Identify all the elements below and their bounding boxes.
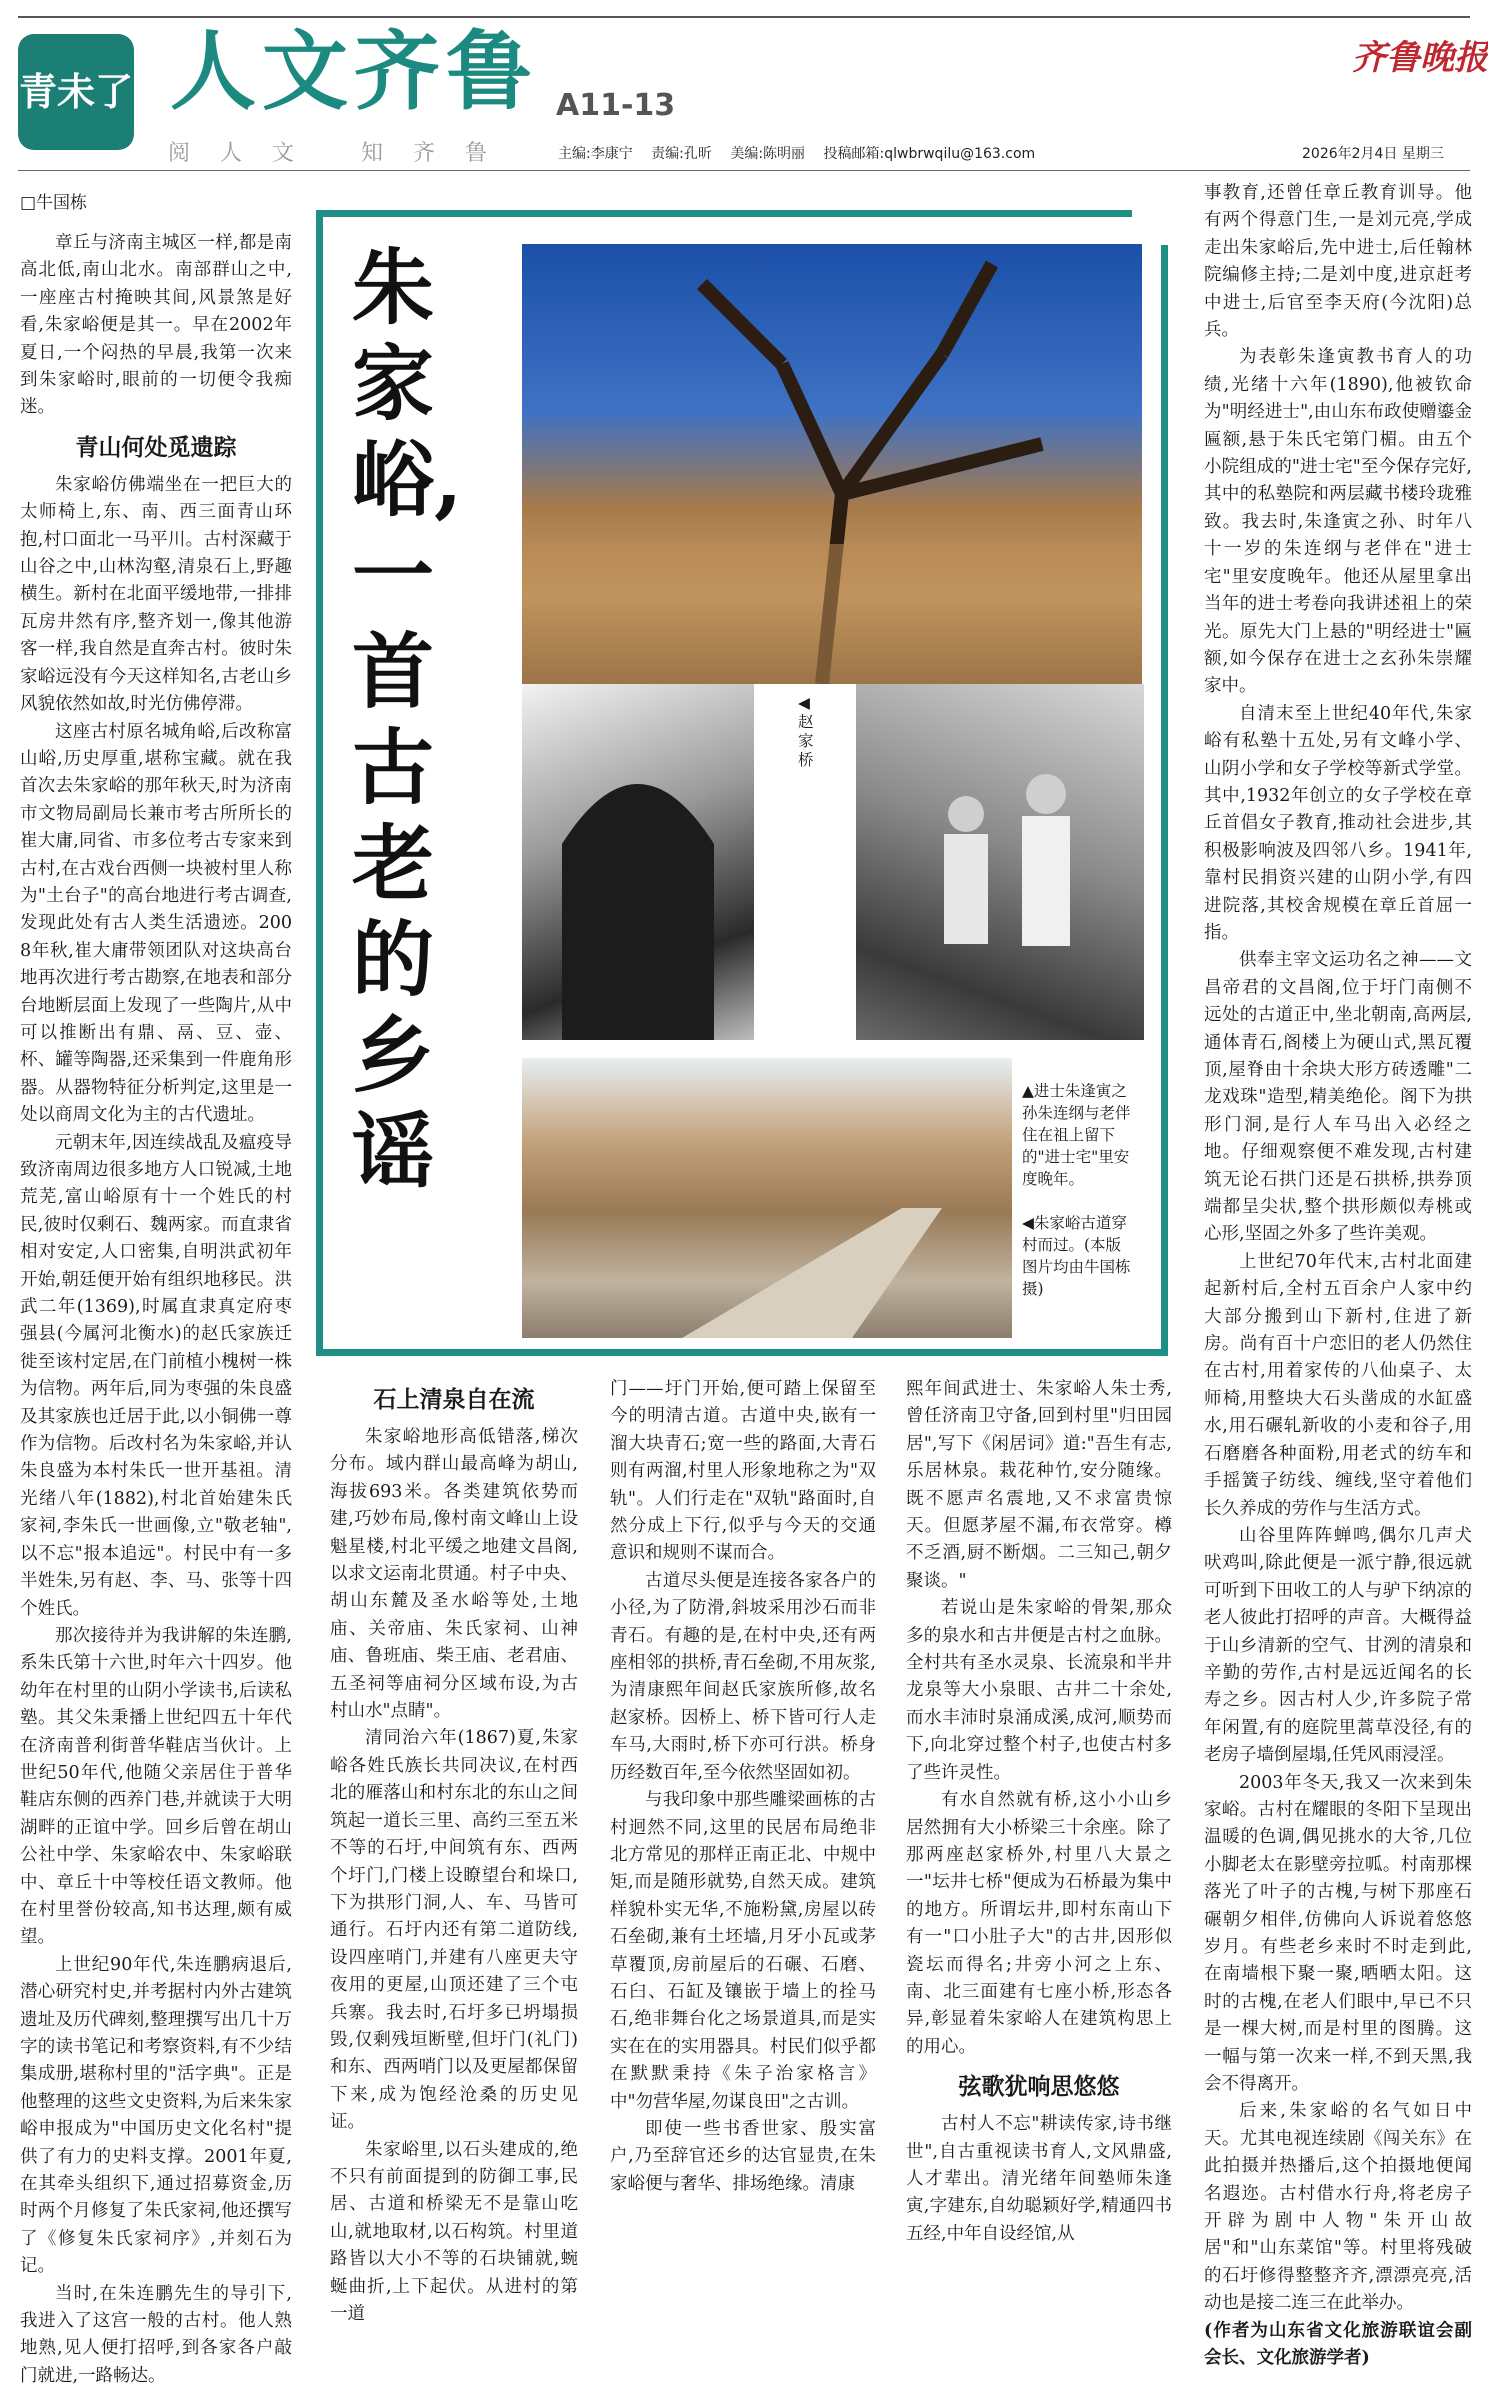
stone-road-icon xyxy=(522,1058,1012,1338)
paragraph: 朱家峪里,以石头建成的,绝不只有前面提到的防御工事,民居、古道和桥梁无不是靠山吃山,就地取材,以石构筑。村里道路皆以大小不等的石块铺就,蜿蜒曲折,上下起伏。从进村的第一道 xyxy=(330,2139,578,2324)
paragraph: 章丘与济南主城区一样,都是南高北低,南山北水。南部群山之中,一座座古村掩映其间,风景煞是好看,朱家峪便是其一。早在2002年夏日,一个闷热的早晨,我第一次来到朱家峪时,眼前的一切便令我痴迷。 xyxy=(20,233,292,418)
paragraph: 朱家峪仿佛端坐在一把巨大的太师椅上,东、南、西三面青山环抱,村口面北一马平川。古村深藏于山谷之中,山林沟壑,清泉石上,野趣横生。新村在北面平缓地带,一排排瓦房井然有序,整齐划一,像其他游客一样,我自然是直奔古村。彼时朱家峪远没有今天这样知名,古老山乡风貌依然如故,时光仿佛停滞。 xyxy=(20,474,292,715)
paragraph: 与我印象中那些雕梁画栋的古村迥然不同,这里的民居布局绝非北方常见的那样正南正北、中规中矩,而是随形就势,自然天成。建筑样貌朴实无华,不施粉黛,房屋以砖石垒砌,兼有土坯墙,月牙小瓦或茅草覆顶,房前屋后的石碾、石磨、石臼、石缸及镶嵌于墙上的拴马石,绝非舞台化之场景道具,而是实实在在的实用器具。村民们似乎都在默默秉持《朱子治家格言》中"勿营华屋,勿谋良田"之古训。 xyxy=(610,1790,876,2112)
section-slogan: 阅人文 知齐鲁 xyxy=(168,141,517,166)
paragraph: 古村人不忘"耕读传家,诗书继世",自古重视读书育人,文风鼎盛,人才辈出。清光绪年间塾师朱逢寅,字建东,自幼聪颖好学,精通四书五经,中年自设经馆,从 xyxy=(906,2114,1172,2244)
paragraph: 为表彰朱逢寅教书育人的功绩,光绪十六年(1890),他被钦命为"明经进士",由山东布政使赠鎏金匾额,悬于朱氏宅第门楣。由五个小院组成的"进士宅"至今保存完好,其中的私塾院和两层藏书楼玲珑雅致。我去时,朱逢寅之孙、时年八十一岁的朱连纲与老伴在"进士宅"里安度晚年。他还从屋里拿出当年的进士考卷向我讲述祖上的荣光。原先大门上悬的"明经进士"匾额,如今保存在进士之玄孙朱崇耀家中。 xyxy=(1204,347,1472,697)
paragraph: 上世纪70年代末,古村北面建起新村后,全村五百余户人家中约大部分搬到山下新村,住进了新房。尚有百十户恋旧的老人仍然住在古村,用着家传的八仙桌子、太师椅,用整块大石头凿成的水缸盛水,用石碾轧新收的小麦和谷子,用石磨磨各种面粉,用老式的纺车和手摇簧子纺线、缠线,坚守着他们长久养成的劳作与生活方式。 xyxy=(1204,1251,1472,1519)
paragraph: 这座古村原名城角峪,后改称富山峪,历史厚重,堪称宝藏。就在我首次去朱家峪的那年秋天,时为济南市文物局副局长兼市考古所所长的崔大庸,同省、市多位考古专家来到古村,在古戏台西侧一块被村里人称为"土台子"的高台地进行考古调查,发现此处有古人类生活遗迹。2008年秋,崔大庸带领团队对这块高台地再次进行考古勘察,在地表和部分台地断层面上发现了一些陶片,从中可以推断出有鼎、鬲、豆、壶、杯、罐等陶器,还采集到一件鹿角形器。从器物特征分析判定,这里是一处以商周文化为主的古代遗址。 xyxy=(20,721,292,1126)
paragraph: (作者为山东省文化旅游联谊会副会长、文化旅游学者) xyxy=(1204,2320,1472,2369)
caption-portrait: ▲进士朱逢寅之孙朱连纲与老伴住在祖上留下的"进士宅"里安度晚年。 xyxy=(1022,1082,1131,1188)
header-rule xyxy=(18,170,1470,171)
paragraph: 古道尽头便是连接各家各户的小径,为了防滑,斜坡采用沙石而非青石。有趣的是,在村中央,还有两座相邻的拱桥,青石垒砌,不用灰浆,为清康熙年间赵氏家族所修,故名赵家桥。因桥上、桥下皆可行人走车马,大雨时,桥下亦可行洪。桥身历经数百年,至今依然坚固如初。 xyxy=(610,1570,876,1783)
paragraph: 熙年间武进士、朱家峪人朱士秀,曾任济南卫守备,回到村里"归田园居",写下《闲居词》道:"吾生有志,乐居林泉。栽花种竹,安分随缘。既不愿声名震地,又不求富贵惊天。但愿茅屋不漏,布衣常穿。樽不乏酒,厨不断烟。二三知己,朝夕聚谈。" xyxy=(906,1379,1172,1591)
caption-bridge: ◀赵家桥 xyxy=(798,694,814,769)
article-column-3 xyxy=(610,1376,876,2198)
caption-road: ◀朱家峪古道穿村而过。(本版图片均由牛国栋摄) xyxy=(1022,1214,1131,1298)
paragraph: 门——圩门开始,便可踏上保留至今的明清古道。古道中央,嵌有一溜大块青石;宽一些的路面,大青石则有两溜,村里人形象地称之为"双轨"。人们行走在"双轨"路面时,自然分成上下行,似乎与今天的交通意识和规则不谋而合。 xyxy=(610,1379,876,1564)
subheading: 青山何处觅遗踪 xyxy=(75,433,237,461)
subheading: 弦歌犹响思悠悠 xyxy=(958,2073,1120,2101)
credit-email[interactable]: 投稿邮箱:qlwbrwqilu@163.com xyxy=(823,146,1036,162)
article-column-4 xyxy=(906,1376,1172,2248)
section-title: 人文齐鲁 xyxy=(170,21,538,122)
frame-notch xyxy=(1132,205,1172,245)
paragraph: 自清末至上世纪40年代,朱家峪有私塾十五处,另有文峰小学、山阴小学和女子学校等新式学堂。其中,1932年创立的女子学校在章丘首倡女子教育,推动社会进步,其积极影响波及四邻八乡。1941年,靠村民捐资兴建的山阴小学,有四进院落,其校舍规模在章丘首屈一指。 xyxy=(1204,703,1472,943)
paragraph: 朱家峪地形高低错落,梯次分布。域内群山最高峰为胡山,海拔693米。各类建筑依势而建,巧妙布局,像村南文峰山上设魁星楼,村北平缓之地建文昌阁,以求文运南北贯通。村子中央、胡山东麓及圣水峪等处,土地庙、关帝庙、朱氏家祠、山神庙、鲁班庙、柴王庙、老君庙、五圣祠等庙祠分区域布设,为古村山水"点睛"。 xyxy=(330,1427,578,1722)
people-icon xyxy=(856,684,1144,1040)
stone-arch-icon xyxy=(522,684,754,1040)
zhaojia-bridge-photo xyxy=(522,684,754,1040)
top-rule xyxy=(18,16,1470,18)
paragraph: 2003年冬天,我又一次来到朱家峪。古村在耀眼的冬阳下呈现出温暖的色调,偶见挑水的大爷,几位小脚老太在影壁旁拉呱。村南那棵落光了叶子的古槐,与树下那座石碾朝夕相伴,仿佛向人诉说着悠悠岁月。有些老乡来时不时走到此,在南墙根下聚一聚,晒晒太阳。这时的古槐,在老人们眼中,早已不只是一棵大树,而是村里的图腾。这一幅与第一次来一样,不到天黑,我会不得离开。 xyxy=(1204,1772,1472,2095)
village-tree-photo xyxy=(522,244,1142,684)
paragraph: 供奉主宰文运功名之神——文昌帝君的文昌阁,位于圩门南侧不远处的古道正中,坐北朝南,高两层,通体青石,阁楼上为硬山式,黑瓦覆顶,屋脊由十余块大形方砖透雕"二龙戏珠"造型,精美绝伦。阁下为拱形门洞,是行人车马出入必经之地。仔细观察便不难发现,古村建筑无论石拱门还是石拱桥,拱券顶端都呈尖状,整个拱形颇似寿桃或心形,坚固之外多了些许美观。 xyxy=(1204,950,1472,1245)
newspaper-logo: 齐鲁晚报 xyxy=(1352,38,1488,78)
ancient-road-photo xyxy=(522,1058,1012,1338)
author-line: □牛国栋 xyxy=(20,193,88,213)
paragraph: 那次接待并为我讲解的朱连鹏,系朱氏第十六世,时年六十四岁。他幼年在村里的山阴小学读书,后读私塾。其父朱秉播上世纪四五十年代在济南普利街普华鞋店当伙计。上世纪50年代,他随父亲居住于普华鞋店东侧的西养门巷,并就读于大明湖畔的正谊中学。回乡后曾在胡山公社中学、朱家峪农中、朱家峪联中、章丘十中等校任语文教师。他在村里誉份较高,知书达理,颇有威望。 xyxy=(20,1625,292,1948)
credit-chief-editor: 主编:李康宁 xyxy=(558,146,633,162)
issue-date: 2026年2月4日 星期三 xyxy=(1302,146,1444,162)
article-column-5 xyxy=(1204,180,1472,2373)
article-column-2 xyxy=(330,1374,578,2328)
editor-credits xyxy=(558,143,1049,163)
paragraph: 即使一些书香世家、殷实富户,乃至辞官还乡的达官显贵,在朱家峪便与奢华、排场绝缘。清康 xyxy=(610,2118,876,2194)
tree-silhouette-icon xyxy=(522,244,1142,684)
paragraph: 有水自然就有桥,这小小山乡居然拥有大小桥梁三十余座。除了那两座赵家桥外,村里八大景之一"坛井七桥"便成为石桥最为集中的地方。所谓坛井,即村东南山下有一"口小肚子大"的古井,因形似瓷坛而得名;井旁小河之上东、南、北三面建有七座小桥,形态各异,彰显着朱家峪人在建筑构思上的用心。 xyxy=(906,1790,1172,2057)
paragraph: 清同治六年(1867)夏,朱家峪各姓氏族长共同决议,在村西北的雁落山和村东北的东山之间筑起一道长三里、高约三至五米不等的石圩,中间筑有东、西两个圩门,门楼上设瞭望台和垛口,下为拱形门洞,人、车、马皆可通行。石圩内还有第二道防线,设四座哨门,并建有八座更夫守夜用的更屋,山顶还建了三个屯兵寨。我去时,石圩多已坍塌损毁,仅剩残垣断壁,但圩门(礼门)和东、西两哨门以及更屋都保留下来,成为饱经沧桑的历史见证。 xyxy=(330,1728,578,2133)
paragraph: 元朝末年,因连续战乱及瘟疫导致济南周边很多地方人口锐减,土地荒芜,富山峪原有十一个姓氏的村民,彼时仅剩石、魏两家。而直隶省相对安定,人口密集,自明洪武初年开始,朝廷便开始有组织地移民。洪武二年(1369),时属直隶真定府枣强县(今属河北衡水)的赵氏家族迁徙至该村定居,在门前植小槐树一株为信物。两年后,同为枣强的朱良盛及其家族也迁居于此,以小铜佛一尊作为信物。后改村名为朱家峪,并认朱良盛为本村朱氏一世开基祖。清光绪八年(1882),村北首始建朱氏家祠,李朱氏一世画像,立"敬老轴",以不忘"报本追远"。村民中有一多半姓朱,另有赵、李、马、张等十四个姓氏。 xyxy=(20,1132,292,1619)
section-logo: 青未了 xyxy=(18,34,134,150)
article-column-1 xyxy=(20,230,292,2390)
page-code: A11-13 xyxy=(556,88,676,123)
paragraph: 后来,朱家峪的名气如日中天。尤其电视连续剧《闯关东》在此拍摄并热播后,这个拍摄地便闻名遐迩。古村借水行舟,将老房子开辟为剧中人物"朱开山故居"和"山东菜馆"等。村里将残破的石圩修得整整齐齐,漂漂亮亮,活动也是接二连三在此举办。 xyxy=(1204,2101,1472,2314)
elderly-couple-photo xyxy=(856,684,1144,1040)
paragraph: 山谷里阵阵蝉鸣,偶尔几声犬吠鸡叫,除此便是一派宁静,很远就可听到下田收工的人与驴下纳凉的老人彼此打招呼的声音。大概得益于山乡清新的空气、甘洌的清泉和辛勤的劳作,古村是远近闻名的长寿之乡。因古村人少,许多院子常年闲置,有的庭院里蒿草没径,有的老房子墙倒屋塌,任凭风雨浸淫。 xyxy=(1204,1525,1472,1766)
paragraph: 上世纪90年代,朱连鹏病退后,潜心研究村史,并考据村内外古建筑遗址及历代碑刻,整理撰写出几十万字的读书笔记和考察资料,有不少结集成册,堪称村里的"活字典"。正是他整理的这些文史资料,为后来朱家峪申报成为"中国历史文化名村"提供了有力的史料支撑。2001年夏,在其牵头组织下,通过招募资金,历时两个月修复了朱氏家祠,他还撰写了《修复朱氏家祠序》,并刻石为记。 xyxy=(20,1954,292,2277)
credit-editor: 责编:孔昕 xyxy=(651,146,712,162)
credit-designer: 美编:陈明丽 xyxy=(730,146,806,162)
paragraph: 当时,在朱连鹏先生的导引下,我进入了这宫一般的古村。他人熟地熟,见人便打招呼,到各家各户敲门就进,一路畅达。 xyxy=(20,2283,292,2386)
subheading: 石上清泉自在流 xyxy=(373,1386,535,1413)
article-title: 朱家峪,一首古老的乡谣 xyxy=(352,240,463,1200)
paragraph: 事教育,还曾任章丘教育训导。他有两个得意门生,一是刘元亮,学成走出朱家峪后,先中进士,后任翰林院编修主持;二是刘中度,进京赶考中进士,后官至李天府(今沈阳)总兵。 xyxy=(1204,183,1472,341)
paragraph: 若说山是朱家峪的骨架,那众多的泉水和古井便是古村之血脉。全村共有圣水灵泉、长流泉和半井龙泉等大小泉眼、古井二十余处,而水丰沛时泉涌成溪,成河,顺势而下,向北穿过整个村子,也使古村多了些许灵性。 xyxy=(906,1598,1172,1783)
